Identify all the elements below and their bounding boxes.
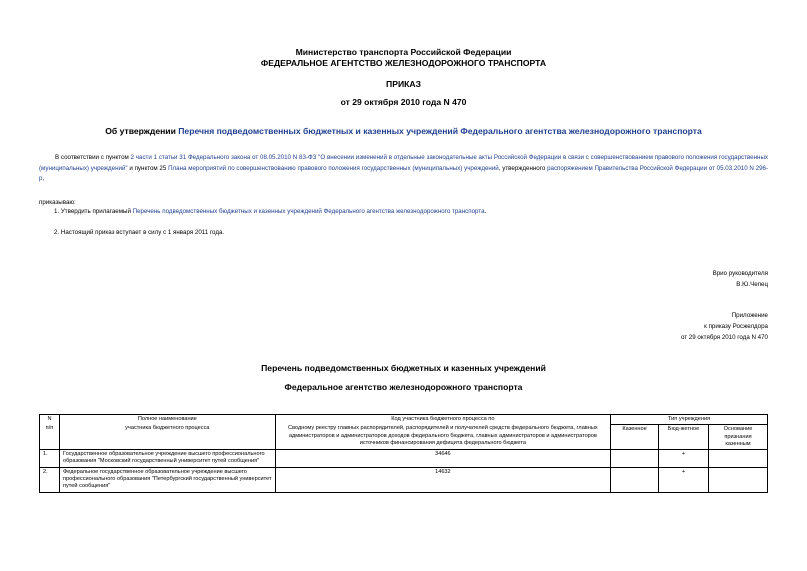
header-code: Код участника бюджетного процесса по Сводному реестру главных распорядителей, распорядителей и получателей средств федерального бюджета, главных администраторов и администраторов доходов федерального бюджета, главных администраторов и администраторов источников финансирования дефицита федерального бюджета	[275, 415, 610, 450]
signature-name: В.Ю.Чепец	[736, 281, 768, 288]
row-budget: +	[659, 467, 709, 492]
preamble-text-3: , утвержденного	[498, 164, 548, 172]
header-kazen: Казенное	[611, 425, 659, 450]
document-type: ПРИКАЗ	[386, 79, 421, 89]
order-item-1	[54, 207, 768, 218]
orders-label: приказываю:	[39, 199, 76, 206]
list-title: Перечень подведомственных бюджетных и казенных учреждений	[261, 363, 546, 373]
document-date-number: от 29 октября 2010 года N 470	[340, 97, 467, 107]
preamble-text-2: и пунктом 25	[127, 164, 169, 172]
table-row	[40, 467, 768, 492]
plan-link[interactable]: Плана мероприятий по совершенствованию правового положения государственных (муниципальных) учреждений	[168, 164, 499, 172]
row-name: Федеральное государственное образовательное учреждение высшего профессионального образования "Петербургский государственный университет путей сообщения"	[59, 467, 275, 492]
list-link[interactable]: Перечень подведомственных бюджетных и казенных учреждений Федерального агентства железнодорожного транспорта	[132, 208, 485, 215]
preamble-text-4: ,	[42, 175, 45, 182]
title-prefix: Об утверждении	[105, 126, 179, 136]
institutions-table	[39, 414, 768, 493]
ministry-name: Министерство транспорта Российской Федерации	[295, 47, 512, 57]
title-link[interactable]: Перечня подведомственных бюджетных и казенных учреждений Федерального агентства железнодорожного транспорта	[178, 126, 702, 136]
order-item-1-prefix: 1. Утвердить прилагаемый	[54, 208, 133, 215]
preamble-text-1: В соответствии с пунктом	[55, 154, 131, 161]
row-kazen	[611, 467, 659, 492]
header-name: Полное наименование участника бюджетного процесса	[59, 415, 275, 450]
row-kazen	[611, 450, 659, 468]
appendix-date: от 29 октября 2010 года N 470	[680, 334, 768, 341]
row-code: 34646	[275, 450, 610, 468]
header-budget: Бюд-жетное	[659, 425, 709, 450]
header-reason: Основание признания казенным	[708, 425, 767, 450]
preamble-paragraph	[39, 153, 768, 185]
law-link[interactable]: 2 части 1 статьи 31 Федерального закона от 08.05.2010 N 83-ФЗ "О внесении изменений в отдельные законодательные акты Российской Федерации в связи с совершенствованием правового положения государственных (муниципальных) учреждений"	[39, 154, 768, 172]
row-code: 14632	[275, 467, 610, 492]
document-title	[0, 126, 807, 136]
table-header-row	[40, 415, 768, 425]
order-item-2: 2. Настоящий приказ вступает в силу с 1 января 2011 года.	[54, 229, 225, 236]
row-budget: +	[659, 450, 709, 468]
header-type: Тип учреждения	[611, 415, 768, 425]
decree-link[interactable]: распоряжением Правительства Российской Федерации от 05.03.2010 N 296-р	[39, 164, 769, 182]
row-reason	[708, 450, 767, 468]
row-name: Государственное образовательное учреждение высшего профессионального образования "Московский государственный университет путей сообщения"	[59, 450, 275, 468]
row-number: 2.	[40, 467, 60, 492]
table-row	[40, 450, 768, 468]
row-reason	[708, 467, 767, 492]
signature-position: Врио руководителя	[712, 270, 768, 277]
list-subtitle: Федеральное агентство железнодорожного транспорта	[284, 382, 523, 392]
header-number: N п/п	[40, 415, 60, 450]
agency-name: ФЕДЕРАЛЬНОЕ АГЕНТСТВО ЖЕЛЕЗНОДОРОЖНОГО ТРАНСПОРТА	[260, 58, 547, 68]
appendix-reference: к приказу Росжелдора	[704, 323, 768, 330]
order-item-1-suffix: .	[484, 208, 487, 215]
row-number: 1.	[40, 450, 60, 468]
appendix-label: Приложение	[731, 312, 768, 319]
